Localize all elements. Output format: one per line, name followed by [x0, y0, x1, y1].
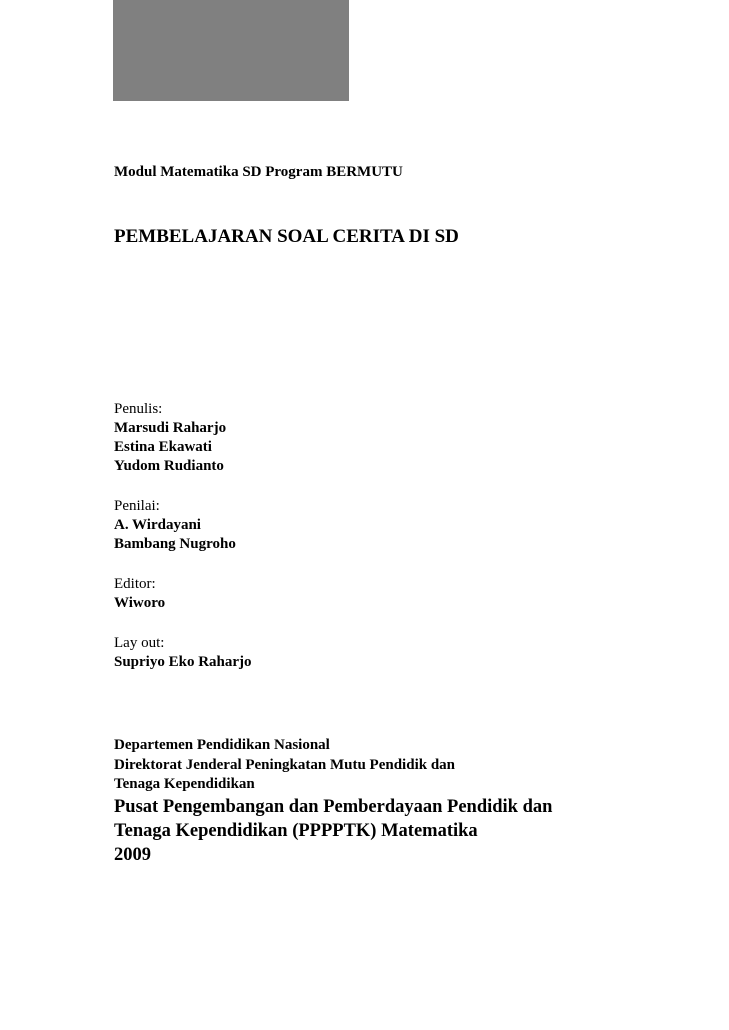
credit-role: Lay out:	[114, 635, 165, 651]
credit-group-reviewers	[114, 497, 674, 554]
publisher-directorate-line: Tenaga Kependidikan	[114, 776, 255, 792]
publisher-center-line: Tenaga Kependidikan (PPPPTK) Matematika	[114, 820, 478, 841]
credit-group-layout	[114, 634, 674, 672]
page-title: PEMBELAJARAN SOAL CERITA DI SD	[114, 226, 459, 247]
publisher-center-line: Pusat Pengembangan dan Pemberdayaan Pendidik dan	[114, 796, 553, 817]
credit-person: Supriyo Eko Raharjo	[114, 654, 252, 670]
credit-group-editor	[114, 575, 674, 613]
publisher-directorate-line: Direktorat Jenderal Peningkatan Mutu Pendidik dan	[114, 756, 456, 773]
credit-person: Wiworo	[114, 595, 166, 611]
header-gray-block	[113, 0, 349, 101]
series-title: Modul Matematika SD Program BERMUTU	[114, 164, 403, 180]
credit-role: Editor:	[114, 576, 156, 592]
publication-year: 2009	[114, 844, 151, 865]
credit-role: Penulis:	[114, 401, 163, 417]
credit-person: Yudom Rudianto	[114, 458, 224, 474]
credit-person: Bambang Nugroho	[114, 536, 236, 552]
publisher-ministry: Departemen Pendidikan Nasional	[114, 737, 330, 753]
credit-person: Marsudi Raharjo	[114, 420, 227, 436]
credit-person: A. Wirdayani	[114, 517, 201, 533]
credit-person: Estina Ekawati	[114, 439, 212, 455]
credit-group-writers	[114, 400, 674, 476]
publisher-section	[114, 736, 704, 867]
credits-section	[114, 400, 674, 693]
credit-role: Penilai:	[114, 498, 160, 514]
